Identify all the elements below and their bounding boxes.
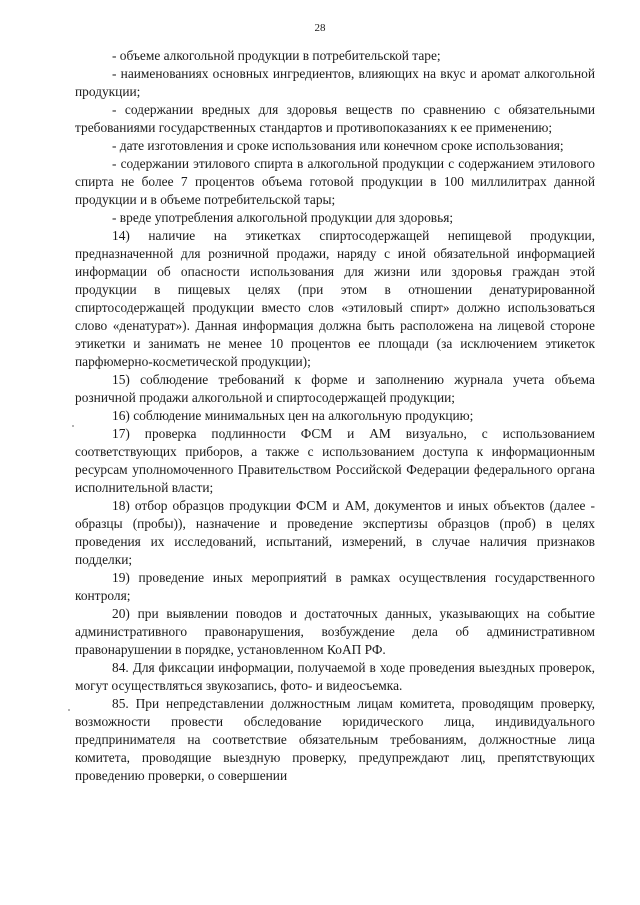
paragraph: 85. При непредставлении должностным лицам комитета, проводящим проверку, возможности провести обследование юридического лица, индивидуального предпринимателя на соответствие обязательным требованиям, должностные лица комитета, проводящие выездную проверку, предупреждают лиц, препятствующих проведению проверки, о совершении bbox=[75, 696, 595, 783]
paragraph: 19) проведение иных мероприятий в рамках осуществления государственного контроля; bbox=[75, 570, 595, 603]
paragraph: 84. Для фиксации информации, получаемой в ходе проведения выездных проверок, могут осуществляться звукозапись, фото- и видеосъемка. bbox=[75, 660, 595, 693]
paragraph: 14) наличие на этикетках спиртосодержащей непищевой продукции, предназначенной для розничной продажи, наряду с иной обязательной информацией информации об опасности использования для жизни или здоровья граждан этой продукции в пищевых целях (при этом в отношении денатурированной спиртосодержащей продукции вместо слов «этиловый спирт» должно использоваться слово «денатурат»). Данная информация должна быть расположена на лицевой стороне этикетки и занимать не менее 10 процентов ее площади (за исключением этикеток парфюмерно-косметической продукции); bbox=[75, 228, 595, 369]
paragraph: 15) соблюдение требований к форме и заполнению журнала учета объема розничной продажи алкогольной и спиртосодержащей продукции; bbox=[75, 372, 595, 405]
paragraph: - дате изготовления и сроке использования или конечном сроке использования; bbox=[112, 138, 564, 153]
paragraph: - объеме алкогольной продукции в потребительской таре; bbox=[112, 48, 441, 63]
paragraph: - содержании этилового спирта в алкогольной продукции с содержанием этилового спирта не более 7 процентов объема готовой продукции в 100 миллилитрах данной продукции и в объеме потребительской тары; bbox=[75, 156, 595, 207]
paragraph: - наименованиях основных ингредиентов, влияющих на вкус и аромат алкогольной продукции; bbox=[75, 66, 595, 99]
paragraph: - вреде употребления алкогольной продукции для здоровья; bbox=[112, 210, 454, 225]
scan-mark bbox=[68, 709, 70, 711]
page-number: 28 bbox=[314, 22, 326, 34]
paragraph: 17) проверка подлинности ФСМ и АМ визуально, с использованием соответствующих приборов, а также с использованием доступа к информационным ресурсам уполномоченного Правительством Российской Федерации федерального органа исполнительной власти; bbox=[75, 426, 595, 495]
scan-mark bbox=[72, 425, 74, 427]
paragraph: 20) при выявлении поводов и достаточных данных, указывающих на событие административного правонарушения, возбуждение дела об административном правонарушении в порядке, установленном КоАП РФ. bbox=[75, 606, 595, 657]
paragraph: 16) соблюдение минимальных цен на алкогольную продукцию; bbox=[112, 408, 474, 423]
paragraph: 18) отбор образцов продукции ФСМ и АМ, документов и иных объектов (далее - образцы (пробы)), назначение и проведение экспертизы образцов (проб) в целях проведения их исследований, испытаний, измерений, в случае наличия признаков подделки; bbox=[75, 498, 595, 567]
document-body bbox=[75, 47, 595, 785]
paragraph: - содержании вредных для здоровья веществ по сравнению с обязательными требованиями государственных стандартов и противопоказаниях к ее применению; bbox=[75, 102, 595, 135]
